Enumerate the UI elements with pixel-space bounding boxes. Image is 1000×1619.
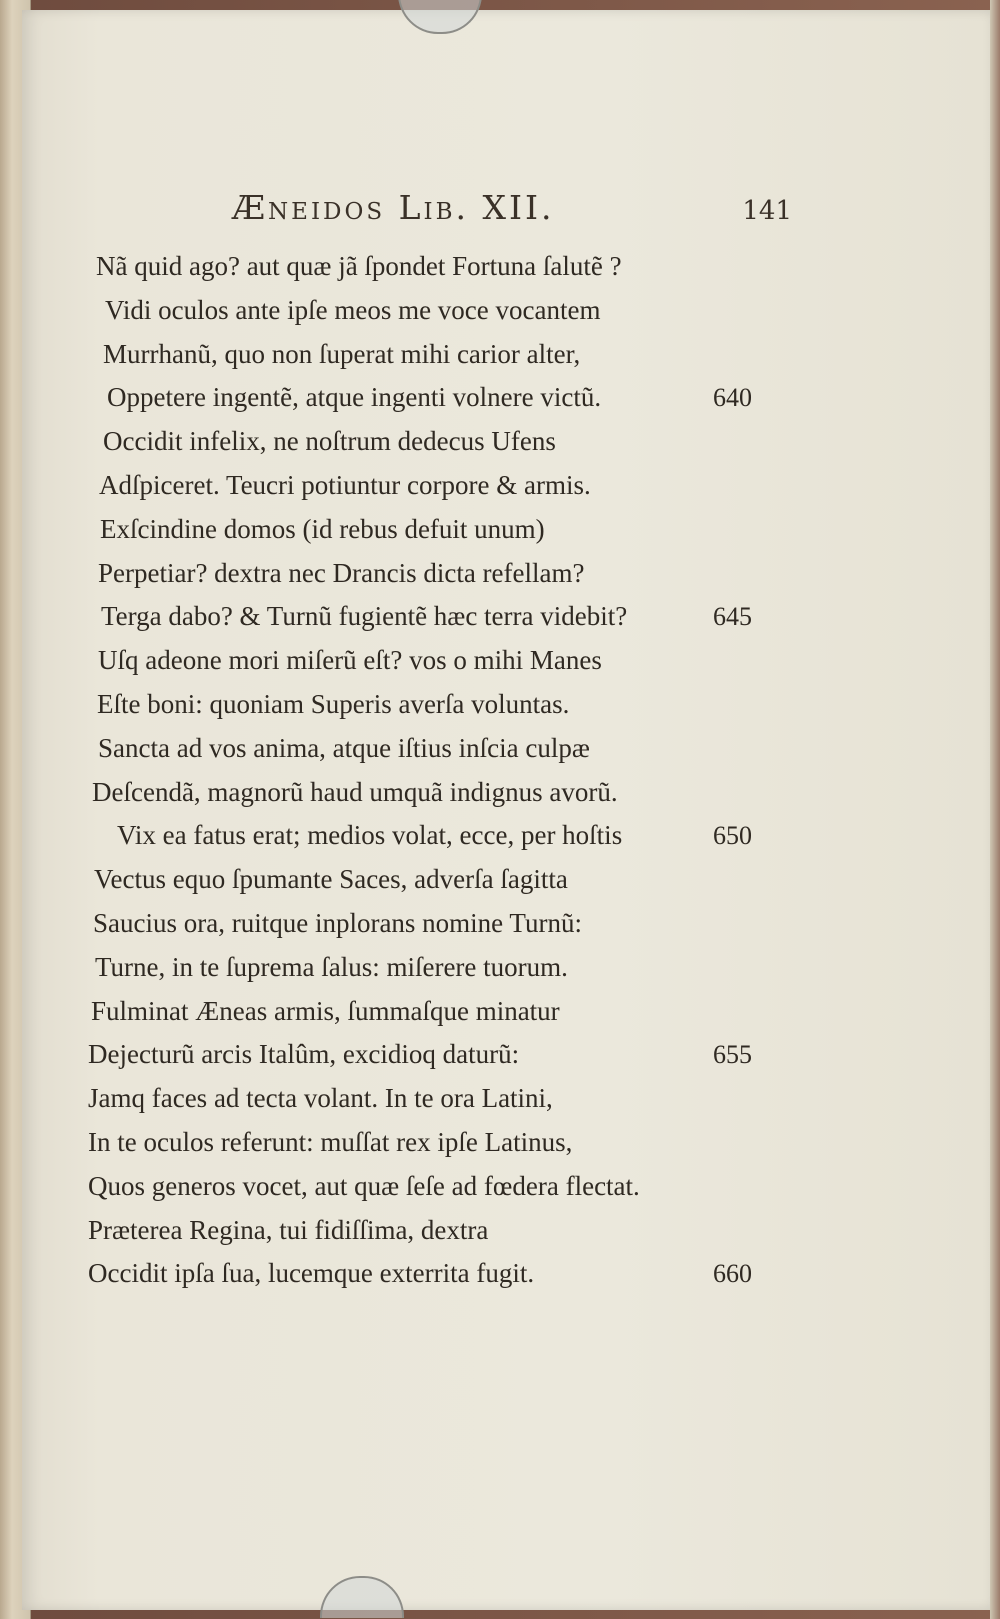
verse-line bbox=[88, 245, 788, 289]
verse-text: Terga dabo? & Turnũ fugientẽ hæc terra videbit? bbox=[101, 601, 628, 632]
verse-text: Sancta ad vos anima, atque iſtius inſcia culpæ bbox=[98, 732, 590, 763]
verse-line bbox=[88, 376, 788, 420]
verse-line bbox=[88, 1165, 788, 1209]
verse-line bbox=[88, 683, 788, 727]
verse-line bbox=[88, 771, 788, 815]
verse-line bbox=[88, 289, 788, 333]
verse-line bbox=[88, 595, 788, 639]
page-number: 141 bbox=[742, 196, 792, 226]
verse-line bbox=[88, 902, 788, 946]
verse-number: 645 bbox=[713, 602, 752, 632]
verse-number: 660 bbox=[713, 1259, 752, 1289]
verse-text: Nã quid ago? aut quæ jã ſpondet Fortuna ſalutẽ ? bbox=[96, 251, 622, 281]
verse-text: Deſcendã, magnorũ haud umquã indignus avorũ. bbox=[92, 776, 618, 807]
verse-line bbox=[88, 464, 788, 508]
page-header bbox=[232, 188, 792, 238]
verse-number: 650 bbox=[713, 821, 752, 851]
verse-text: Occidit ipſa ſua, lucemque exterrita fugit. bbox=[88, 1258, 535, 1289]
verse-line bbox=[88, 858, 788, 902]
verse-line bbox=[88, 1252, 788, 1296]
verse-line bbox=[88, 990, 788, 1034]
verse-text: Occidit infelix, ne noſtrum dedecus Ufens bbox=[103, 426, 556, 457]
verse-number: 655 bbox=[713, 1040, 752, 1070]
verse-line bbox=[88, 1033, 788, 1077]
right-page-edge bbox=[990, 0, 1000, 1619]
verse-line bbox=[88, 814, 788, 858]
verse-text: Exſcindine domos (id rebus defuit unum) bbox=[100, 513, 545, 544]
verse-text: Jamq faces ad tecta volant. In te ora Latini, bbox=[88, 1083, 553, 1114]
verse-line bbox=[88, 639, 788, 683]
verse-line bbox=[88, 508, 788, 552]
verse-text: Saucius ora, ruitque inplorans nomine Turnũ: bbox=[93, 907, 582, 938]
verse-line bbox=[88, 552, 788, 596]
verse-text: Vectus equo ſpumante Saces, adverſa ſagitta bbox=[94, 864, 568, 895]
verse-text: Præterea Regina, tui fidiſſima, dextra bbox=[88, 1214, 489, 1245]
verse-text: Oppetere ingentẽ, atque ingenti volnere victũ. bbox=[107, 382, 602, 413]
verse-text: Eſte boni: quoniam Superis averſa voluntas. bbox=[97, 688, 570, 719]
verse-line bbox=[88, 420, 788, 464]
verse-line bbox=[88, 333, 788, 377]
verse-number: 640 bbox=[713, 383, 752, 413]
verse-line bbox=[88, 1209, 788, 1253]
verse-text: Dejecturũ arcis Italûm, excidioq daturũ: bbox=[88, 1039, 520, 1070]
verse-text: Turne, in te ſuprema ſalus: miſerere tuorum. bbox=[95, 951, 568, 982]
running-head: Æneidos Lib. XII. bbox=[232, 188, 555, 227]
verse-text: Vix ea fatus erat; medios volat, ecce, per hoſtis bbox=[117, 820, 623, 851]
verse-line bbox=[88, 946, 788, 990]
verse-text: Uſq adeone mori miſerũ eſt? vos o mihi Manes bbox=[98, 645, 602, 676]
verse-text: Fulminat Æneas armis, ſummaſque minatur bbox=[91, 995, 560, 1026]
verse-text: Quos generos vocet, aut quæ ſeſe ad fœdera flectat. bbox=[88, 1170, 640, 1201]
verse-text: In te oculos referunt: muſſat rex ipſe Latinus, bbox=[88, 1126, 573, 1157]
verse-line bbox=[88, 1077, 788, 1121]
verse-text: Perpetiar? dextra nec Drancis dicta refellam? bbox=[98, 557, 585, 588]
verse-text: Adſpiceret. Teucri potiuntur corpore & armis. bbox=[99, 469, 591, 500]
verse-text: Vidi oculos ante ipſe meos me voce vocantem bbox=[105, 294, 601, 325]
verse-list bbox=[88, 245, 788, 1296]
verse-line bbox=[88, 1121, 788, 1165]
verse-line bbox=[88, 727, 788, 771]
verse-text: Murrhanũ, quo non ſuperat mihi carior alter, bbox=[103, 338, 581, 369]
